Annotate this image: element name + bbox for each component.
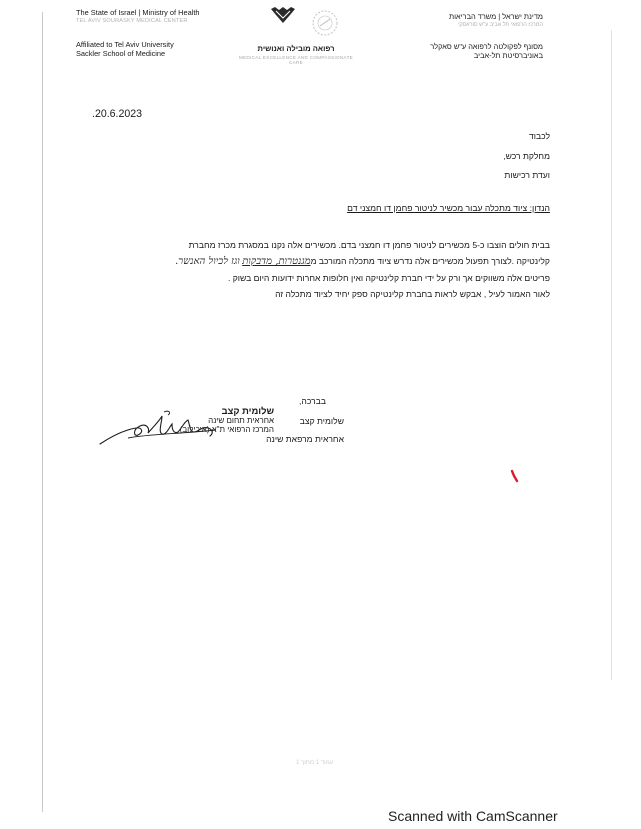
letterhead-he-hospital: המרכז הרפואי תל אביב ע"ש סוראסקי (457, 22, 543, 28)
letterhead-he-affiliation: מסונף לפקולטה לרפואה ע"ש סאקלר (430, 42, 543, 51)
letter-body (100, 237, 550, 302)
letterhead-en-ministry: The State of Israel | Ministry of Health (76, 8, 200, 17)
letterhead-en-hospital: TEL AVIV SOURASKY MEDICAL CENTER (76, 18, 188, 24)
signatory-1-name: שלומית קצב (299, 416, 344, 426)
red-pen-mark-icon (510, 469, 520, 488)
body-line-1: בבית חולים הוצבו כ-5 מכשירים לניטור פחמן דו חמצני בדם. מכשירים אלה נקנו במסגרת מכרז מחברת (188, 240, 550, 250)
letterhead-en-affiliation: Affiliated to Tel Aviv University (76, 40, 174, 49)
letter-date: .20.6.2023 (92, 108, 143, 120)
recipients-block (380, 127, 550, 186)
stamp-name: שלומית קצב (221, 405, 274, 416)
body-line-4: לאור האמור לעיל , אבקש לראות בחברת קלינטיקה ספק יחיד לציוד מתכלה זה (275, 289, 550, 299)
signatory-1-title: אחראית מרפאת שינה (266, 434, 344, 444)
recipient-line: לכבוד (528, 131, 550, 141)
letterhead-center (236, 44, 356, 65)
letterhead-en-school: Sackler School of Medicine (76, 49, 166, 58)
camscanner-watermark: Scanned with CamScanner (388, 808, 558, 824)
page-number-faint: 1 עמוד 1 מתוך (296, 760, 334, 766)
stamp-title-1: אחראית תחום שינה (208, 415, 274, 425)
recipient-line: מחלקת רכש, (503, 150, 550, 161)
handwritten-insert-2: וגז לכיול האנשר. (175, 256, 240, 267)
body-line-2 (100, 253, 550, 270)
closing-greeting: בברכה, (299, 396, 326, 406)
handwritten-signature-icon (98, 406, 218, 453)
body-line-2-printed: קלינטיקה .לצורך תפעול מכשירים אלה נדרש ציוד מתכלה המורכב מ (310, 256, 550, 266)
letterhead-he-university: באוניברסיטת תל-אביב (473, 51, 543, 60)
scan-edge-left (42, 12, 43, 812)
stamp-title-2: המרכז הרפואי ת"א (איכילוב) (179, 425, 274, 435)
handwritten-insert: מגנטרות, מדבקות (242, 256, 311, 267)
subject-line: הנדון: ציוד מתכלה עבור מכשיר לניטור פחמן דו חמצני דם (347, 203, 550, 213)
recipient-line: ועדת רכישות (504, 170, 550, 180)
accreditation-seal-icon (310, 8, 340, 43)
letterhead-hebrew (370, 12, 543, 60)
letterhead-slogan: רפואה מובילה ואנושית (257, 44, 335, 53)
scan-edge-right (611, 30, 612, 680)
letterhead-slogan-en: MEDICAL EXCELLENCE AND COMPASSIONATE CARE (238, 55, 354, 65)
hospital-logo-icon (270, 6, 296, 29)
body-line-3: פריטים אלה משווקים אך ורק על ידי חברת קלינטיקה ואין חלופות אחרות ידועות היום בשוק . (227, 273, 550, 283)
letterhead-he-ministry: מדינת ישראל | משרד הבריאות (449, 12, 543, 21)
